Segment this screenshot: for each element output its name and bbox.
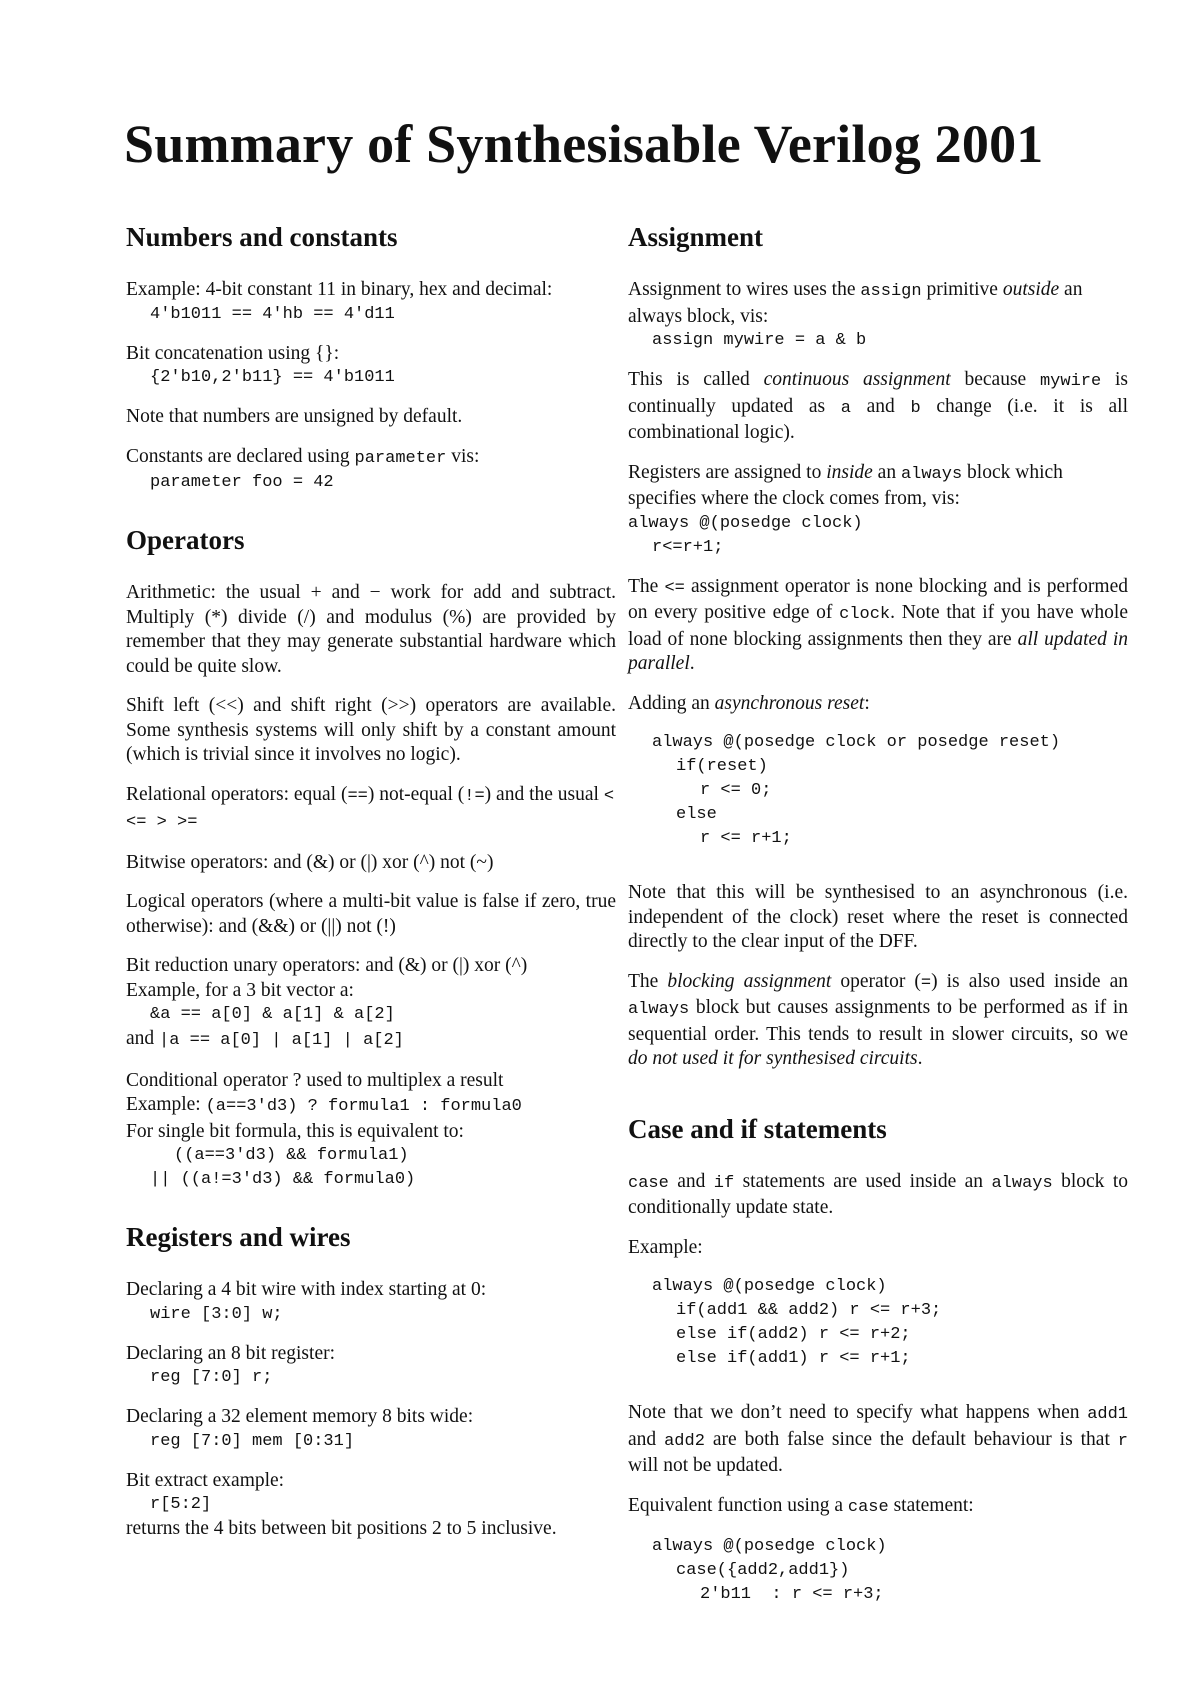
- text: block but causes assignments to be performed as if in sequential order. This tends to result in slower circuits, so we: [628, 997, 1128, 1045]
- inline-code: add2: [664, 1431, 705, 1451]
- section-heading: Assignment: [628, 222, 764, 252]
- paragraph: [126, 783, 616, 836]
- code-line: else if(add1) r <= r+1;: [676, 1349, 911, 1368]
- text: operator (: [831, 970, 921, 992]
- code-line: r[5:2]: [150, 1495, 212, 1514]
- code-line: r <= 0;: [700, 781, 772, 800]
- code-line: reg [7:0] r;: [150, 1368, 273, 1387]
- section-registers: [126, 1220, 616, 1542]
- emphasis: all updated in parallel: [628, 628, 1128, 674]
- code-line: r<=r+1;: [652, 537, 724, 557]
- paragraph: [628, 1494, 1128, 1521]
- emphasis: outside: [1002, 279, 1060, 300]
- text: an always block, vis:: [628, 279, 1083, 327]
- text: Assignment to wires uses the: [628, 279, 861, 300]
- code-block: [628, 1275, 1128, 1371]
- paragraph: [628, 278, 1128, 353]
- text: . Note that if you have whole load of none blocking assignments then they are: [628, 602, 1128, 650]
- text: The: [628, 970, 668, 992]
- inline-code: (a==3'd3) ? formula1 : formula0: [205, 1097, 522, 1116]
- paragraph: [126, 342, 616, 391]
- text: change (i.e. it is all combinational logic).: [628, 395, 1128, 443]
- inline-code: parameter: [354, 448, 447, 468]
- text: Constants are declared using: [126, 445, 355, 467]
- code-line: parameter foo = 42: [150, 473, 334, 492]
- text: .: [689, 653, 695, 674]
- inline-code: always: [900, 464, 963, 484]
- paragraph: [628, 461, 1128, 560]
- section-heading: Registers and wires: [126, 1222, 351, 1252]
- inline-code: case: [628, 1173, 669, 1193]
- left-column: [126, 220, 616, 1557]
- text: assignment operator is none blocking and is performed on every positive edge of: [628, 575, 1128, 623]
- code-line: ((a==3'd3) && formula1): [174, 1146, 409, 1165]
- code-line: if(add1 && add2) r <= r+3;: [676, 1301, 942, 1320]
- text: Registers are assigned to: [628, 461, 827, 483]
- text: vis:: [446, 445, 480, 467]
- text: For single bit formula, this is equivalent to:: [126, 1120, 464, 1142]
- paragraph: [628, 575, 1128, 677]
- text: The: [628, 575, 665, 597]
- section-operators: [126, 523, 616, 1192]
- paragraph: Bitwise operators: and (&) or (|) xor (^) not (~): [126, 851, 494, 873]
- text: Example: 4-bit constant 11 in binary, hex and decimal:: [126, 279, 553, 300]
- emphasis: continuous assignment: [763, 369, 951, 390]
- inline-code: !=: [464, 786, 485, 806]
- page-title: Summary of Synthesisable Verilog 2001: [124, 114, 1044, 174]
- emphasis: inside: [826, 461, 873, 483]
- text: Equivalent function using a: [628, 1494, 848, 1516]
- inline-code: always: [991, 1173, 1053, 1193]
- code-line: always @(posedge clock or posedge reset): [652, 733, 1061, 752]
- code-line: always @(posedge clock): [652, 1537, 887, 1556]
- paragraph: [628, 1170, 1128, 1221]
- text: statements are used inside an: [734, 1170, 992, 1192]
- text: Declaring an 8 bit register:: [126, 1342, 336, 1364]
- text: Bit concatenation using {}:: [126, 342, 340, 364]
- code-line: reg [7:0] mem [0:31]: [150, 1431, 355, 1451]
- text: will not be updated.: [628, 1455, 783, 1476]
- inline-code: assign: [860, 282, 922, 301]
- section-heading: Case and if statements: [628, 1113, 887, 1144]
- text: ) and the usual: [484, 783, 604, 805]
- code-line: {2'b10,2'b11} == 4'b1011: [150, 368, 395, 387]
- text: and: [850, 395, 911, 417]
- code-line: wire [3:0] w;: [150, 1304, 283, 1324]
- text: Example, for a 3 bit vector a:: [126, 979, 354, 1001]
- text: ) not-equal (: [367, 783, 465, 805]
- inline-code: ==: [347, 786, 368, 806]
- section-case: [628, 1112, 1128, 1608]
- code-line: r <= r+1;: [700, 829, 792, 848]
- text: because: [950, 369, 1040, 390]
- section-numbers: [126, 220, 616, 495]
- text: and: [628, 1428, 665, 1450]
- code-line: if(reset): [676, 757, 768, 776]
- paragraph: [126, 445, 616, 496]
- emphasis: blocking assignment: [667, 970, 832, 992]
- paragraph: [628, 368, 1128, 446]
- code-block: [628, 1535, 1128, 1607]
- text: returns the 4 bits between bit positions 2 to 5 inclusive.: [126, 1518, 557, 1539]
- text: .: [917, 1048, 923, 1069]
- section-heading: Numbers and constants: [126, 222, 398, 252]
- paragraph: [126, 1069, 616, 1193]
- text: Note that we don’t need to specify what happens when: [628, 1402, 1088, 1423]
- code-line: always @(posedge clock): [628, 513, 863, 533]
- inline-code: always: [628, 1000, 690, 1019]
- text: This is called: [628, 369, 764, 390]
- text: is continually updated as: [628, 369, 1128, 417]
- paragraph: [126, 1278, 616, 1327]
- paragraph: [628, 970, 1128, 1072]
- text: primitive: [921, 279, 1003, 300]
- text: Example:: [126, 1094, 206, 1115]
- section-assignment: [628, 220, 1128, 1072]
- inline-code: =: [920, 973, 932, 993]
- inline-code: case: [847, 1497, 889, 1517]
- inline-code: r: [1117, 1431, 1128, 1451]
- text: ) is also used inside an: [931, 970, 1128, 992]
- paragraph: [628, 1401, 1128, 1479]
- section-heading: Operators: [126, 525, 245, 555]
- paragraph: Note that numbers are unsigned by default.: [126, 406, 463, 427]
- code-line: always @(posedge clock): [652, 1277, 887, 1296]
- inline-code: mywire: [1039, 372, 1102, 391]
- paragraph: Logical operators (where a multi-bit value is false if zero, true otherwise): and (&&) or (||) not (!): [126, 891, 616, 937]
- code-line: 4'b1011 == 4'hb == 4'd11: [150, 304, 395, 324]
- inline-code: < <= > >=: [126, 786, 615, 832]
- text: Declaring a 4 bit wire with index starting at 0:: [126, 1279, 487, 1300]
- code-line: else if(add2) r <= r+2;: [676, 1325, 911, 1344]
- inline-code: add1: [1087, 1405, 1128, 1424]
- paragraph: Example:: [628, 1236, 703, 1258]
- text: and: [668, 1170, 714, 1192]
- paragraph: [628, 692, 1128, 717]
- paragraph: Shift left (<<) and shift right (>>) operators are available. Some synthesis systems will only shift by a constant amount (which is trivial since it involves no logic).: [126, 695, 616, 765]
- paragraph: Note that this will be synthesised to an asynchronous (i.e. independent of the clock) reset where the reset is connected directly to the clear input of the DFF.: [628, 882, 1128, 952]
- paragraph: [126, 1405, 616, 1454]
- emphasis: do not used it for synthesised circuits: [628, 1048, 918, 1069]
- text: Conditional operator ? used to multiplex a result: [126, 1069, 504, 1091]
- paragraph: Arithmetic: the usual + and − work for add and subtract. Multiply (*) divide (/) and modulus (%) are provided by remember that they may generate substantial hardware which could be quite slow.: [126, 582, 616, 677]
- inline-code: a: [840, 398, 851, 418]
- code-line: assign mywire = a & b: [652, 331, 867, 350]
- text: statement:: [888, 1494, 974, 1516]
- right-column: [628, 220, 1128, 1607]
- text: block which specifies where the clock comes from, vis:: [628, 461, 1063, 509]
- code-line: 2'b11 : r <= r+3;: [700, 1585, 884, 1604]
- paragraph: [126, 1469, 616, 1542]
- text: Declaring a 32 element memory 8 bits wide:: [126, 1406, 474, 1427]
- paragraph: [126, 278, 616, 327]
- text: :: [864, 692, 870, 714]
- text: block to conditionally update state.: [628, 1170, 1128, 1218]
- code-line: case({add2,add1}): [676, 1561, 850, 1580]
- inline-code: |a == a[0] | a[1] | a[2]: [159, 1031, 404, 1050]
- text: an: [872, 461, 901, 483]
- inline-code: clock: [839, 605, 891, 624]
- text: Bit extract example:: [126, 1469, 285, 1491]
- inline-code: <=: [664, 578, 685, 598]
- text: are both false since the default behaviour is that: [704, 1428, 1118, 1450]
- code-block: [628, 731, 1128, 851]
- inline-code: b: [910, 398, 921, 418]
- text: Relational operators: equal (: [126, 783, 348, 805]
- paragraph: [126, 954, 616, 1054]
- code-line: || ((a!=3'd3) && formula0): [150, 1170, 416, 1189]
- code-line: else: [676, 805, 717, 824]
- text: Bit reduction unary operators: and (&) or (|) xor (^): [126, 955, 528, 976]
- paragraph: [126, 1342, 616, 1391]
- inline-code: if: [713, 1173, 735, 1193]
- code-line: &a == a[0] & a[1] & a[2]: [150, 1005, 395, 1024]
- emphasis: asynchronous reset: [714, 692, 865, 714]
- text: and: [126, 1028, 160, 1049]
- text: Adding an: [628, 692, 715, 714]
